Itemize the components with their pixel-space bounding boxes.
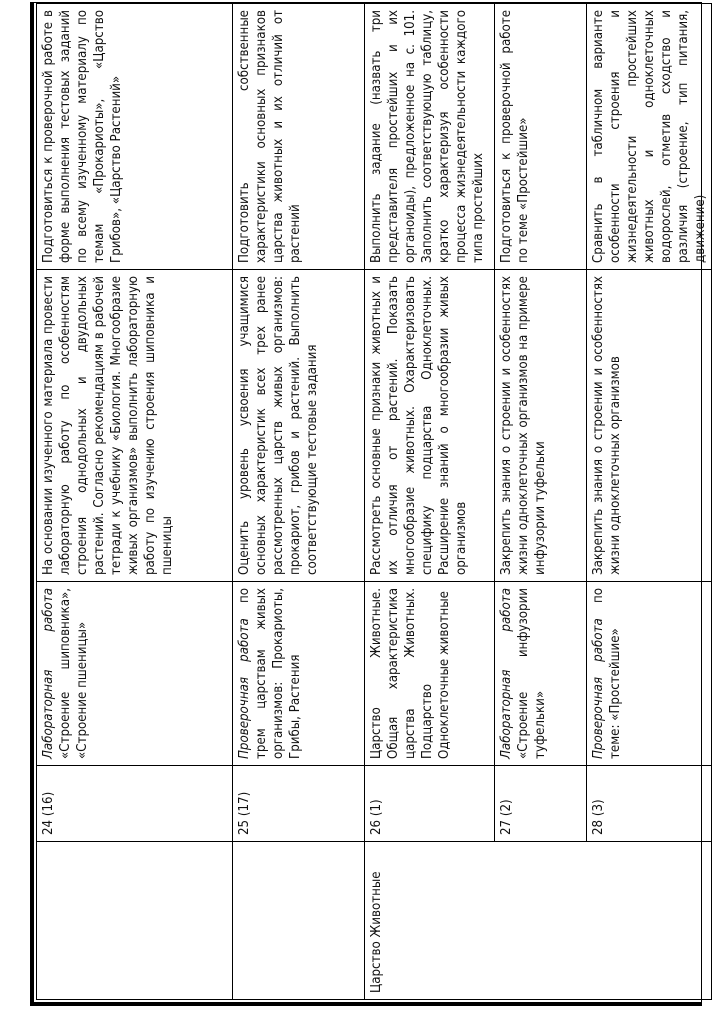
lesson-homework: Подготовиться к проверочной работе в форме выполнения тестовых заданий по всему изученному материалу по темам «Прокариоты», «Царство Грибов», «Царство Растений»: [37, 4, 233, 270]
lesson-homework: Выполнить задание (назвать три представителя простейших и их органоиды), предложенное на с. 101. Заполнить соответствующую таблицу, кратко характеризуя особенности процесса жизнедеятельности каждого типа простейших: [365, 4, 495, 270]
lesson-goal: Рассмотреть основные признаки животных и их отличия от растений. Показать многообразие животных. Охарактеризовать специфику подцарства Одноклеточных. Расширение знаний о многообразии живых организмов: [365, 270, 495, 582]
lesson-number: 27 (2): [495, 766, 587, 842]
lesson-goal: Закрепить знания о строении и особенностях жизни одноклеточных организмов на примере инфузории туфельки: [495, 270, 587, 582]
lesson-title-italic: Лабораторная работа: [499, 588, 514, 759]
lesson-number: 24 (16): [37, 766, 233, 842]
lesson-number: 28 (3): [587, 766, 712, 842]
lesson-number: 25 (17): [233, 766, 365, 842]
lesson-title: [587, 582, 712, 766]
lesson-title: [37, 582, 233, 766]
lesson-goal: Оценить уровень усвоения учащимися основных характеристик всех трех ранее рассмотренных царств живых организмов: прокариот, грибов и растений. Выполнить соответствующие тестовые задания: [233, 270, 365, 582]
topic-cell: [37, 842, 233, 1000]
lesson-homework: Подготовить собственные характеристики основных признаков царства животных и их отличий от растений: [233, 4, 365, 270]
lesson-homework: Подготовиться к проверочной работе по теме «Простейшие»: [495, 4, 587, 270]
table-row: [365, 4, 495, 1000]
lesson-goal: На основании изученного материала провести лабораторную работу по особенностям строения однодольных и двудольных растений. Согласно рекомендациям в рабочей тетради к учебнику «Биология. Многообразие живых организмов» выполнить лабораторную работу по изучению строения шиповника и пшеницы: [37, 270, 233, 582]
lesson-title: [233, 582, 365, 766]
rotated-table-container: [36, 4, 708, 1000]
table-row: [233, 4, 365, 1000]
lesson-title-italic: Лабораторная работа: [41, 588, 56, 759]
lesson-title-italic: Проверочная работа: [237, 618, 252, 759]
lesson-title-rest: «Строение шиповника», «Строение пшеницы»: [58, 588, 90, 759]
lesson-number: 26 (1): [365, 766, 495, 842]
lesson-homework: Сравнить в табличном варианте особенности строения и жизнедеятельности простейших животных и одноклеточных водорослей, отметив сходство и различия (строение, тип питания, движение): [587, 4, 712, 270]
lesson-title-rest: «Строение инфузории туфельки»: [516, 588, 548, 759]
lesson-goal: Закрепить знания о строении и особенностях жизни одноклеточных организмов: [587, 270, 712, 582]
lesson-plan-table: [36, 3, 712, 1000]
lesson-title-rest: Царство Животные. Общая характеристика царства Животных. Подцарство Одноклеточные животные: [369, 588, 452, 759]
lesson-title-italic: Проверочная работа: [591, 618, 606, 759]
topic-cell: [233, 842, 365, 1000]
lesson-title-rest: по трем царствам живых организмов: Прокариоты, Грибы, Растения: [237, 588, 303, 759]
lesson-title-rest: по теме: «Простейшие»: [591, 588, 623, 759]
lesson-title: [495, 582, 587, 766]
table-row: [37, 4, 233, 1000]
lesson-title: [365, 582, 495, 766]
section-topic: Царство Животные: [365, 842, 712, 1000]
